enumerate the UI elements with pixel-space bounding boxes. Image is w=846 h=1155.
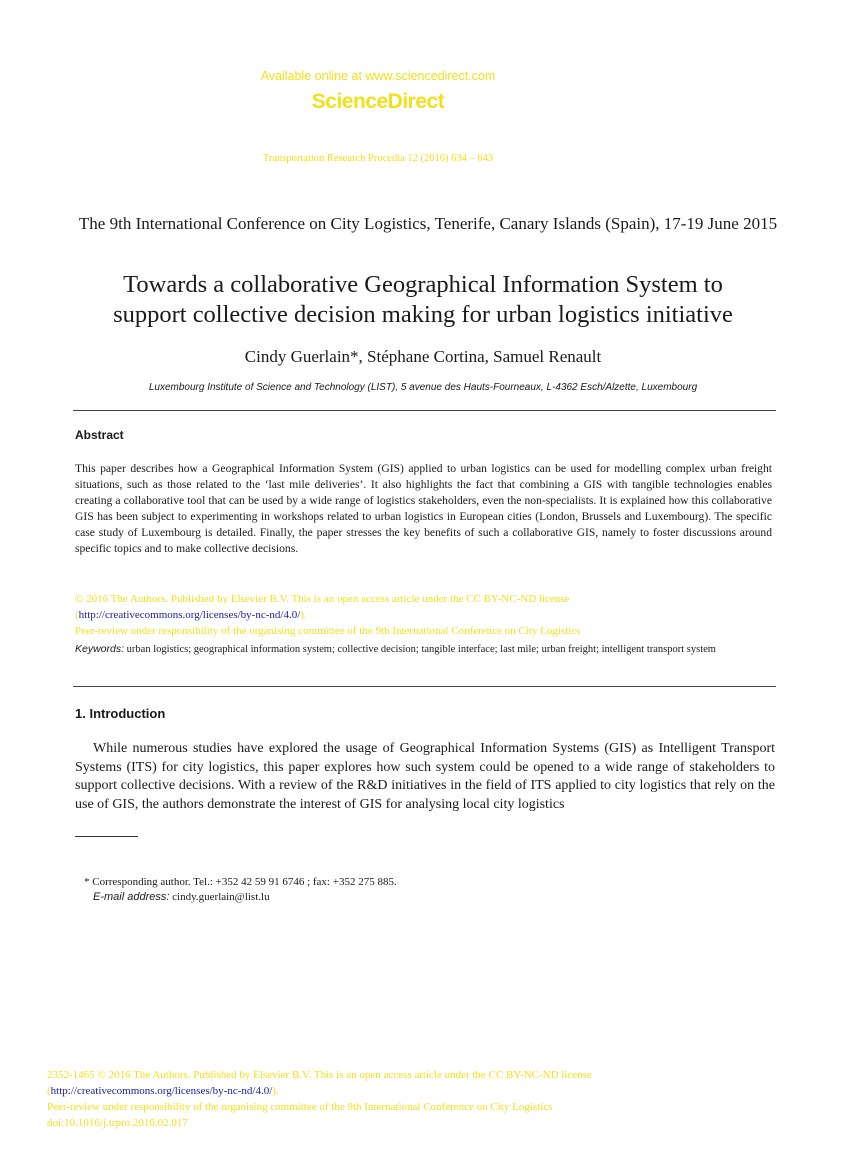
divider bbox=[73, 686, 776, 687]
email-label: E-mail address: bbox=[93, 891, 170, 903]
divider bbox=[73, 410, 776, 411]
footer-license bbox=[47, 1067, 747, 1131]
section-heading-introduction: 1. Introduction bbox=[75, 706, 166, 721]
peer-review-line: Peer-review under responsibility of the organising committee of the 9th International Conference on City Logistics bbox=[75, 625, 581, 637]
introduction-text: While numerous studies have explored the usage of Geographical Information Systems (GIS) as Intelligent Transport Systems (ITS) for city logistics, this paper explores how such system could be opened to a wide range of stakeholders to support collective decisions. With a review of the R&D initiatives in the field of ITS applied to city logistics that rely on the use of GIS, the authors demonstrate the interest of GIS for analysing local city logistics bbox=[75, 741, 775, 812]
author-list: Cindy Guerlain*, Stéphane Cortina, Samuel Renault bbox=[244, 347, 602, 366]
available-online-link[interactable]: Available online at www.sciencedirect.com bbox=[260, 69, 496, 83]
paren-open: ( bbox=[75, 609, 79, 621]
title-line: support collective decision making for urban logistics initiative bbox=[113, 301, 733, 328]
keywords-text: urban logistics; geographical information system; collective decision; tangible interface; last mile; urban freight; intelligent transport system bbox=[124, 644, 716, 655]
footnote-rule bbox=[75, 836, 138, 837]
corresponding-author-note: * Corresponding author. Tel.: +352 42 59 91 6746 ; fax: +352 275 885. bbox=[84, 876, 397, 888]
footer-peer-review: Peer-review under responsibility of the organising committee of the 9th International Conference on City Logistics bbox=[47, 1101, 553, 1113]
affiliation: Luxembourg Institute of Science and Technology (LIST), 5 avenue des Hauts-Fourneaux, L-4362 Esch/Alzette, Luxembourg bbox=[148, 382, 698, 393]
conference-name: The 9th International Conference on City Logistics, Tenerife, Canary Islands (Spain), 17-19 June 2015 bbox=[78, 214, 778, 233]
abstract-heading: Abstract bbox=[75, 428, 124, 442]
footer-license-url-link[interactable]: http://creativecommons.org/licenses/by-nc-nd/4.0/ bbox=[50, 1085, 273, 1097]
license-url-link[interactable]: http://creativecommons.org/licenses/by-nc-nd/4.0/ bbox=[78, 609, 301, 621]
license-link-line bbox=[75, 607, 775, 623]
footer-line: 2352-1465 © 2016 The Authors. Published by Elsevier B.V. This is an open access article under the CC BY-NC-ND license bbox=[47, 1069, 592, 1081]
paren-open: ( bbox=[47, 1085, 51, 1097]
paper-title bbox=[60, 270, 786, 330]
sciencedirect-logo: ScienceDirect bbox=[311, 90, 445, 113]
paren-close: ). bbox=[300, 609, 307, 621]
license-notice bbox=[75, 591, 775, 639]
keywords-label: Keywords: bbox=[75, 643, 125, 655]
title-line: Towards a collaborative Geographical Information System to bbox=[123, 271, 723, 298]
license-line: © 2016 The Authors. Published by Elsevier B.V. This is an open access article under the CC BY-NC-ND license bbox=[75, 593, 570, 605]
footer-doi[interactable]: doi:10.1016/j.trpro.2016.02.017 bbox=[47, 1117, 188, 1129]
keywords bbox=[75, 642, 775, 657]
paren-close: ). bbox=[272, 1085, 279, 1097]
email-note bbox=[93, 891, 270, 903]
email-address[interactable]: cindy.guerlain@list.lu bbox=[169, 891, 270, 903]
journal-reference: Transportation Research Procedia 12 (2016) 634 – 643 bbox=[262, 153, 494, 164]
abstract-text: This paper describes how a Geographical Information System (GIS) applied to urban logistics can be used for modelling complex urban freight situations, such as those related to the ‘last mile deliveries’. It also highlights the fact that combining a GIS with tangible technologies enables creating a collaborative tool that can be used by a wide range of logistics stakeholders, even the non-specialists. It is explained how this collaborative GIS has been subject to experimenting in workshops related to urban logistics in European cities (London, Brussels and Luxembourg). The specific case study of Luxembourg is detailed. Finally, the paper stresses the key benefits of such a collaborative GIS, namely to foster discussions around specific topics and to make collective decisions. bbox=[75, 462, 772, 555]
footer-link-line bbox=[47, 1083, 747, 1099]
